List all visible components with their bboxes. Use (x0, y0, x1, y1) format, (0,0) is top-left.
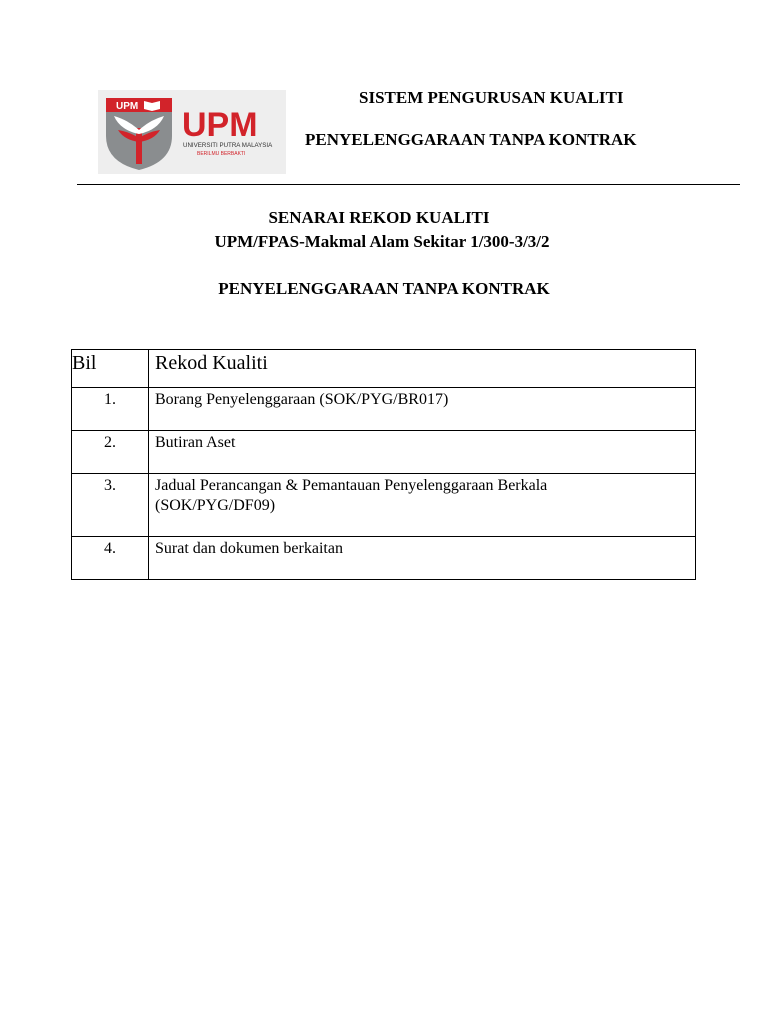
university-motto: BERILMU BERBAKTI (197, 151, 246, 157)
system-title: SISTEM PENGURUSAN KUALITI (359, 88, 624, 107)
shield-text: UPM (116, 101, 139, 112)
row-record-line: (SOK/PYG/DF09) (155, 497, 276, 514)
table-header-row (72, 350, 696, 388)
quality-records-table (71, 349, 696, 580)
upm-wordmark: UPM (182, 106, 258, 144)
row-number: 3. (72, 474, 149, 537)
header-rekod-kualiti: Rekod Kualiti (149, 350, 696, 388)
row-record: Surat dan dokumen berkaitan (149, 537, 696, 580)
table-row (72, 537, 696, 580)
procedure-title: PENYELENGGARAAN TANPA KONTRAK (305, 130, 637, 149)
header-divider (77, 184, 740, 185)
upm-logo-graphic (98, 90, 286, 174)
table-row (72, 474, 696, 537)
upm-logo (98, 90, 286, 174)
row-record (149, 474, 696, 537)
row-number: 4. (72, 537, 149, 580)
document-reference: UPM/FPAS-Makmal Alam Sekitar 1/300-3/3/2 (214, 232, 550, 251)
table-row (72, 431, 696, 474)
document-subheading: PENYELENGGARAAN TANPA KONTRAK (218, 279, 550, 298)
university-name: UNIVERSITI PUTRA MALAYSIA (183, 142, 273, 149)
row-number: 2. (72, 431, 149, 474)
header-bil: Bil (72, 350, 149, 388)
row-record: Butiran Aset (149, 431, 696, 474)
table-row (72, 388, 696, 431)
row-record: Borang Penyelenggaraan (SOK/PYG/BR017) (149, 388, 696, 431)
row-record-line: Jadual Perancangan & Pemantauan Penyelenggaraan Berkala (155, 477, 548, 494)
row-number: 1. (72, 388, 149, 431)
document-heading: SENARAI REKOD KUALITI (268, 208, 490, 227)
